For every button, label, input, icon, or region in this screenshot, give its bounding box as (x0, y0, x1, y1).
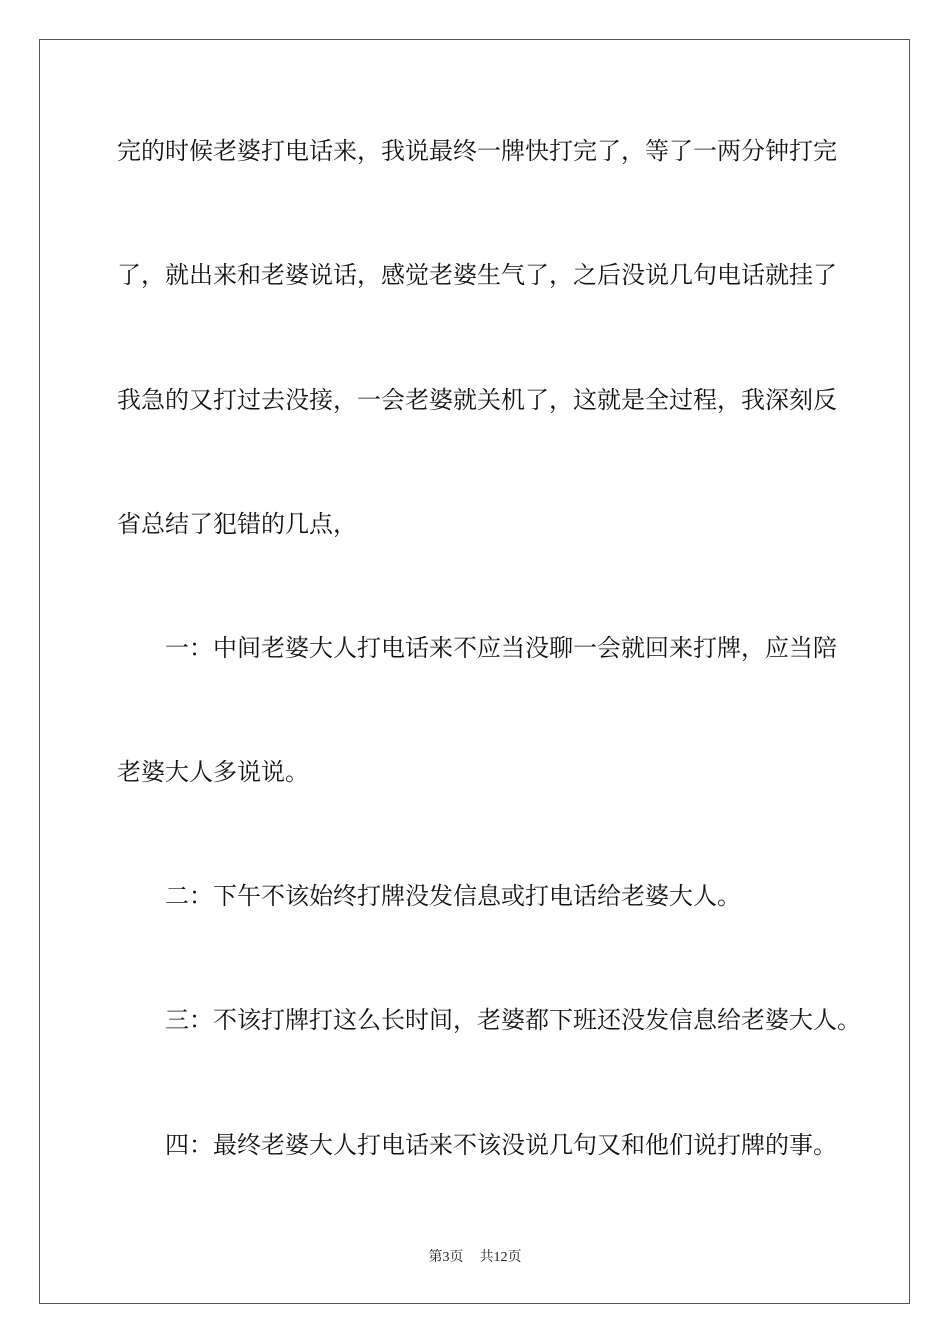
page-total: 共12页 (479, 1250, 522, 1265)
body-line: 了，就出来和老婆说话，感觉老婆生气了，之后没说几句电话就挂了 (117, 261, 837, 289)
body-line: 我急的又打过去没接，一会老婆就关机了，这就是全过程，我深刻反 (117, 386, 837, 414)
body-line: 一：中间老婆大人打电话来不应当没聊一会就回来打牌，应当陪 (165, 634, 837, 662)
body-line: 二：下午不该始终打牌没发信息或打电话给老婆大人。 (165, 882, 741, 910)
body-line: 省总结了犯错的几点， (117, 510, 357, 538)
body-line: 三：不该打牌打这么长时间，老婆都下班还没发信息给老婆大人。 (165, 1006, 861, 1034)
body-line: 老婆大人多说说。 (117, 758, 309, 786)
page-border (39, 39, 910, 1304)
page-footer (0, 1246, 950, 1266)
page-number: 第3页 (428, 1250, 464, 1265)
body-line: 完的时候老婆打电话来，我说最终一牌快打完了，等了一两分钟打完 (117, 137, 837, 165)
body-line: 四：最终老婆大人打电话来不该没说几句又和他们说打牌的事。 (165, 1131, 837, 1159)
